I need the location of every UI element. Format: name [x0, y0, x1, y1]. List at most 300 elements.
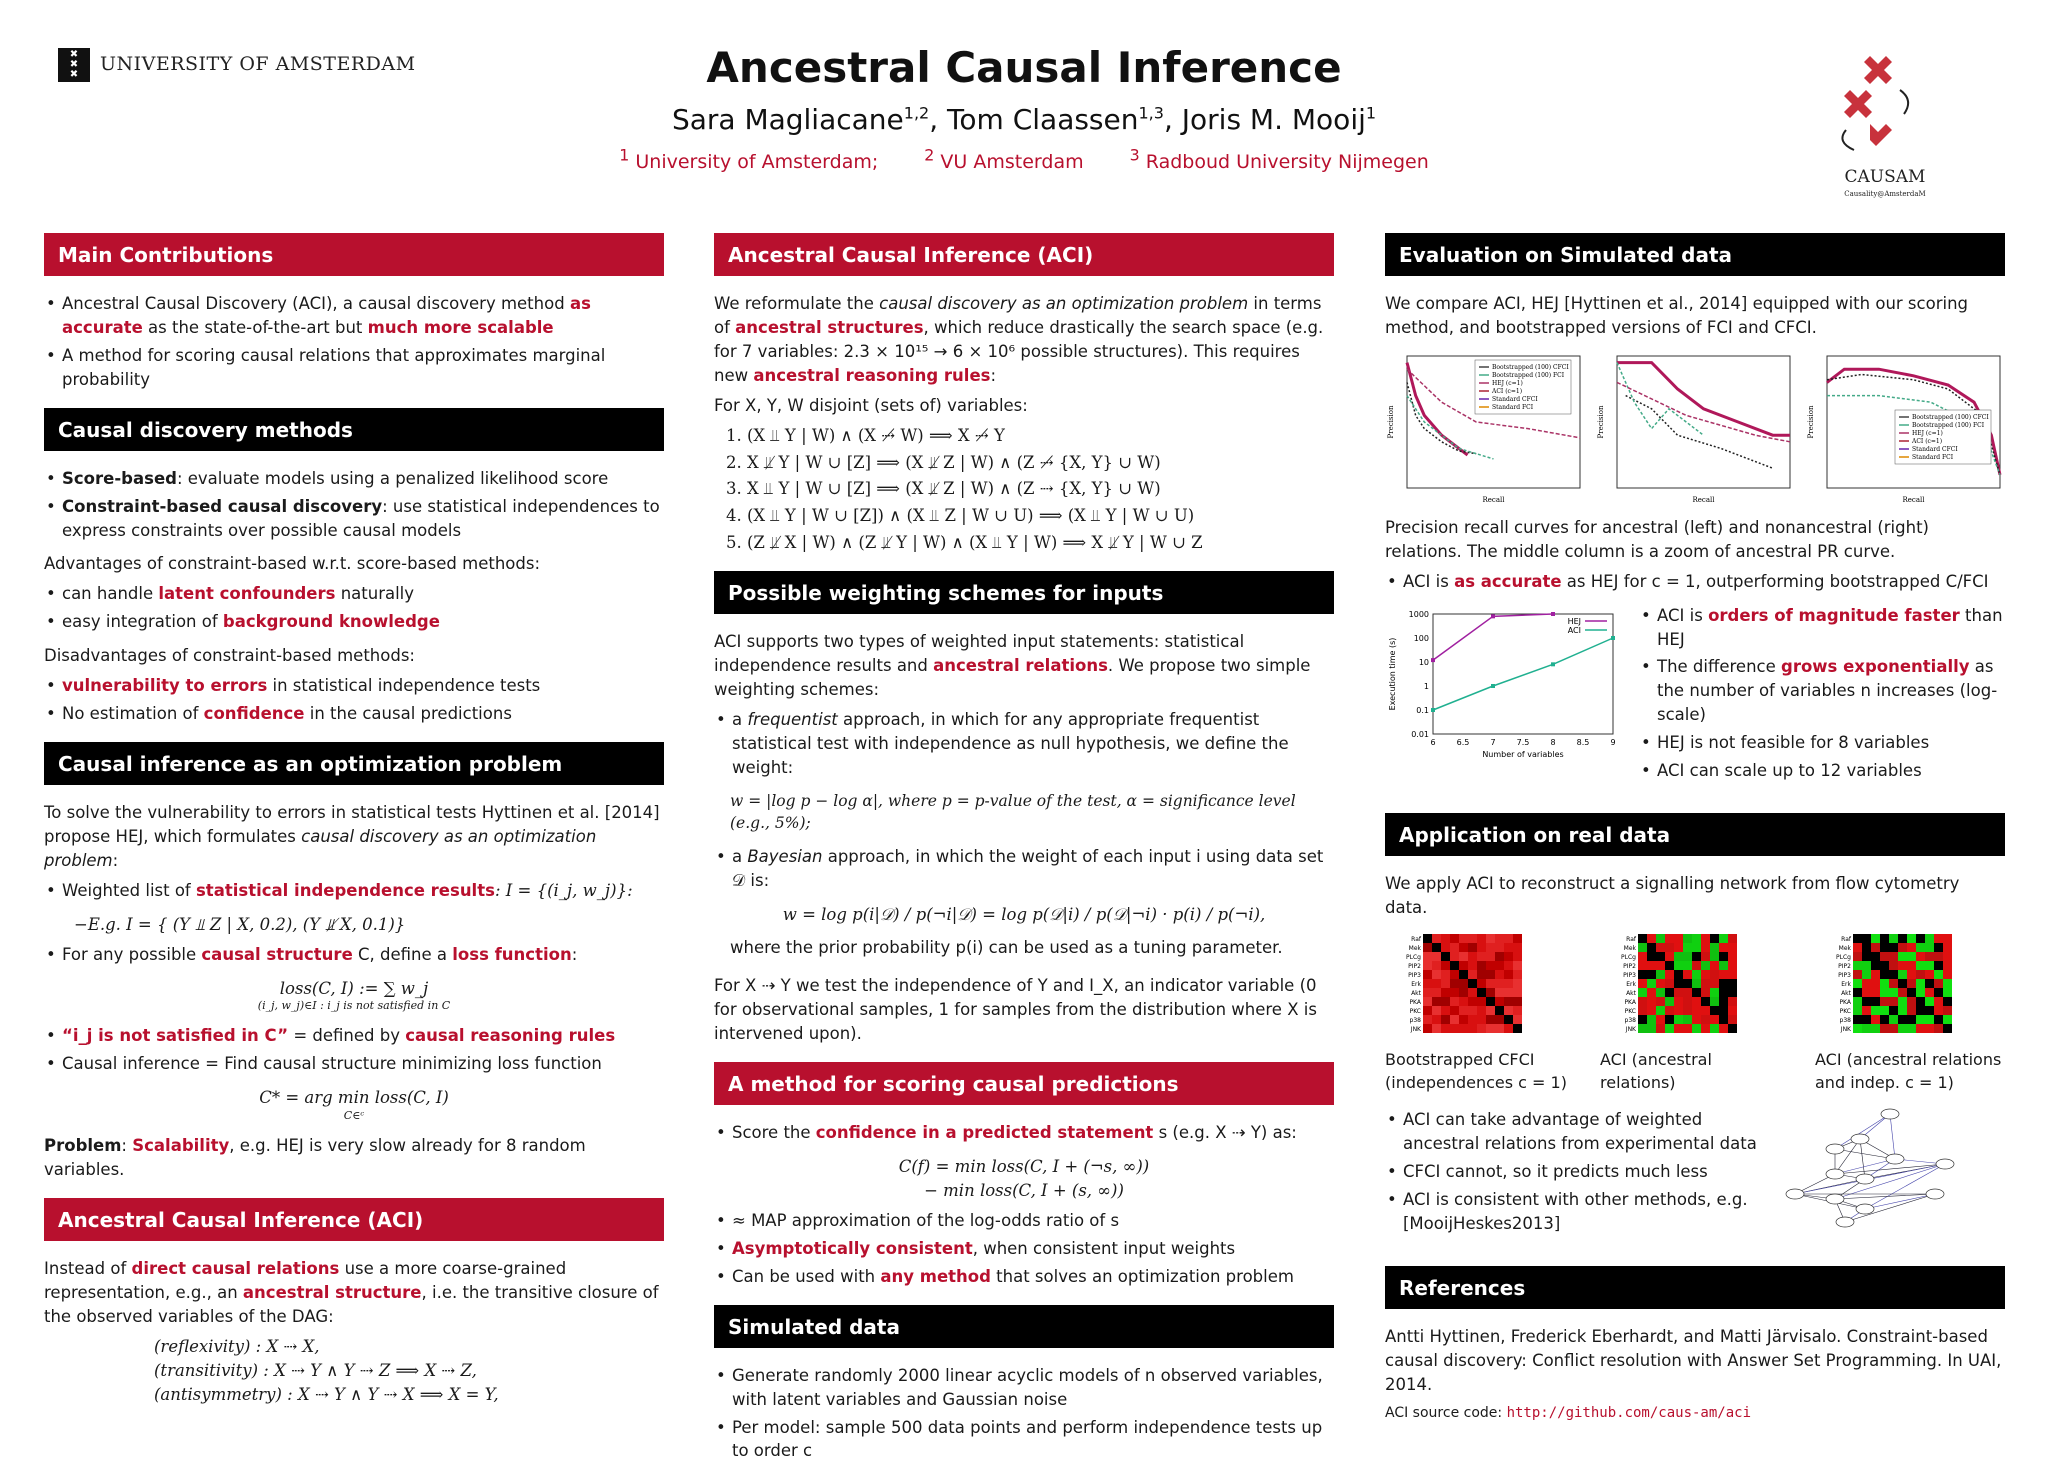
pr-curve-zoom	[1595, 348, 1795, 508]
pr-curve-ancestral	[1385, 348, 1585, 508]
heatmap-cell	[1889, 970, 1898, 979]
heatmap-cell	[1701, 943, 1710, 952]
network-node	[1856, 1174, 1874, 1184]
heatmap-cell	[1925, 1024, 1934, 1033]
heatmap-cell	[1889, 952, 1898, 961]
heatmap-cell	[1486, 979, 1495, 988]
heatmap-cell	[1477, 943, 1486, 952]
heatmap-cell	[1486, 1006, 1495, 1015]
heatmap-cell	[1862, 961, 1871, 970]
heatmap-cell	[1862, 943, 1871, 952]
list-item: • ACI is as accurate as HEJ for c = 1, outperforming bootstrapped C/FCI	[1385, 570, 2005, 594]
legend-label: Bootstrapped (100) FCI	[1912, 421, 1985, 429]
heatmap-cell	[1504, 1015, 1513, 1024]
heatmap-cell	[1907, 970, 1916, 979]
heatmap-cell	[1907, 952, 1916, 961]
affiliation: University of Amsterdam;	[635, 151, 879, 174]
heatmap-cell	[1656, 961, 1665, 970]
heatmap-cell	[1853, 979, 1862, 988]
heatmap-cell	[1853, 1024, 1862, 1033]
heatmap-cell	[1468, 988, 1477, 997]
heatmap-cell	[1889, 934, 1898, 943]
heatmap-cell	[1656, 1024, 1665, 1033]
heatmap-cell	[1925, 943, 1934, 952]
pr-curve-nonancestral	[1805, 348, 2005, 508]
list-item: • Per model: sample 500 data points and perform independence tests up to order c	[714, 1416, 1334, 1464]
heatmap-cell	[1889, 1006, 1898, 1015]
x-tick-label: 7	[1490, 737, 1496, 747]
heatmap-cell	[1468, 952, 1477, 961]
x-tick-label: 7.5	[1516, 737, 1530, 747]
heatmap-cell	[1647, 934, 1656, 943]
heatmap-cell	[1674, 988, 1683, 997]
heatmap-cell	[1701, 934, 1710, 943]
heatmap-cell	[1665, 1006, 1674, 1015]
heatmap-cell	[1719, 970, 1728, 979]
network-node	[1786, 1189, 1804, 1199]
heatmap-cell	[1907, 1024, 1916, 1033]
data-point	[1551, 612, 1555, 616]
heatmap-aci-indep	[1815, 930, 2005, 1042]
heatmap-cell	[1495, 970, 1504, 979]
heatmap-cell	[1432, 1024, 1441, 1033]
heatmap-cell	[1656, 1006, 1665, 1015]
heatmap-cell	[1907, 1015, 1916, 1024]
heatmap-cell	[1898, 997, 1907, 1006]
heatmap-cell	[1504, 970, 1513, 979]
section-causal-discovery	[44, 408, 664, 726]
heatmap-cell	[1701, 997, 1710, 1006]
heatmap-cell	[1423, 988, 1432, 997]
affiliation: VU Amsterdam	[940, 151, 1084, 174]
heatmap-cell	[1656, 970, 1665, 979]
heatmap-cell	[1862, 997, 1871, 1006]
heatmap-row-label: PKC	[1624, 1007, 1636, 1015]
list-item: • Asymptotically consistent, when consistent input weights	[714, 1237, 1334, 1261]
heatmap-cell	[1692, 988, 1701, 997]
heatmap-cell	[1477, 952, 1486, 961]
y-tick-label: 1000	[1408, 609, 1429, 619]
disadvantages-heading: Disadvantages of constraint-based methods:	[44, 646, 415, 666]
heatmap-cell	[1871, 952, 1880, 961]
heatmap-cell	[1504, 1024, 1513, 1033]
author-list: Sara Magliacane$^{1,2}$, Tom Claassen$^{1,3}$, Joris M. Mooij$^1$	[671, 103, 1377, 136]
heatmap-cell	[1674, 934, 1683, 943]
heatmap-cell	[1647, 1006, 1656, 1015]
heatmap-cell	[1934, 952, 1943, 961]
source-code-link[interactable]: http://github.com/caus-am/aci	[1506, 1404, 1751, 1421]
heatmap-cell	[1907, 988, 1916, 997]
heatmap-cell	[1701, 1006, 1710, 1015]
affil-num: 3	[1129, 146, 1140, 165]
source-code: ACI source code: http://github.com/caus-am/aci	[1385, 1404, 1751, 1421]
heatmap-cell	[1468, 934, 1477, 943]
heatmap-cell	[1934, 934, 1943, 943]
reference-entry: Antti Hyttinen, Frederick Eberhardt, and Matti Järvisalo. Constraint-based causal discovery: Conflict resolution with Answer Set Programming. In UAI, 2014.	[1385, 1326, 2002, 1394]
heatmap-cell	[1468, 997, 1477, 1006]
heatmap-cell	[1441, 988, 1450, 997]
x-axis-label: Recall	[1902, 495, 1925, 504]
heatmap-cell	[1943, 934, 1952, 943]
heatmap-caption: ACI (ancestral relations)	[1600, 1049, 1712, 1093]
heatmap-cell	[1719, 952, 1728, 961]
heatmap-cell	[1710, 934, 1719, 943]
heatmap-cell	[1719, 943, 1728, 952]
paragraph: where the prior probability p(i) can be used as a tuning parameter.	[730, 938, 1283, 958]
list-item: • No estimation of confidence in the causal predictions	[44, 702, 664, 726]
heatmap-row-label: PLCg	[1836, 953, 1851, 961]
heatmap-cell	[1943, 979, 1952, 988]
heatmap-cell	[1880, 979, 1889, 988]
heatmap-cell	[1656, 988, 1665, 997]
heatmap-cell	[1943, 943, 1952, 952]
heatmap-cell	[1638, 1015, 1647, 1024]
causam-tagline: Causality@AmsterdaM	[1844, 190, 1926, 198]
heatmap-cell	[1441, 979, 1450, 988]
heatmap-cell	[1880, 943, 1889, 952]
heatmap-cell	[1486, 997, 1495, 1006]
heatmap-cell	[1683, 970, 1692, 979]
legend-label: Bootstrapped (100) FCI	[1492, 371, 1565, 379]
column-right	[1385, 233, 2005, 1439]
heatmap-cell	[1898, 1015, 1907, 1024]
data-point	[1431, 708, 1435, 712]
legend-label: Standard FCI	[1492, 403, 1534, 411]
rule-line: 1. (X ⫫ Y | W) ∧ (X ⇢̸ W) ⟹ X ⇢̸ Y	[726, 425, 1005, 445]
heatmap-cell	[1441, 1015, 1450, 1024]
heatmap-cell	[1701, 988, 1710, 997]
heatmap-cell	[1656, 1015, 1665, 1024]
heatmap-cell	[1683, 988, 1692, 997]
heatmap-cell	[1674, 979, 1683, 988]
heatmap-cell	[1638, 934, 1647, 943]
column-middle	[714, 233, 1334, 1479]
heatmap-cell	[1925, 1006, 1934, 1015]
heatmap-cell	[1871, 961, 1880, 970]
heatmap-cell	[1486, 961, 1495, 970]
heatmap-cell	[1459, 1015, 1468, 1024]
section-header: Main Contributions	[44, 233, 664, 276]
heatmap-cell	[1719, 988, 1728, 997]
heatmap-row-label: p38	[1624, 1016, 1636, 1024]
heatmap-cell	[1638, 1006, 1647, 1015]
heatmap-cell	[1459, 979, 1468, 988]
heatmap-cell	[1486, 970, 1495, 979]
heatmap-cell	[1450, 1006, 1459, 1015]
list-item: • easy integration of background knowledge	[44, 610, 664, 634]
author-affil: 1,3	[1138, 103, 1164, 123]
heatmap-cell	[1638, 997, 1647, 1006]
heatmap-cell	[1889, 1015, 1898, 1024]
heatmap-cell	[1898, 1006, 1907, 1015]
heatmap-cell	[1638, 979, 1647, 988]
heatmap-cell	[1728, 979, 1737, 988]
heatmap-cell	[1665, 1015, 1674, 1024]
property-line: (transitivity) : X ⇢ Y ∧ Y ⇢ Z ⟹ X ⇢ Z,	[154, 1360, 477, 1380]
heatmap-cell	[1495, 1024, 1504, 1033]
advantages-heading: Advantages of constraint-based w.r.t. score-based methods:	[44, 554, 541, 574]
heatmap-cell	[1898, 988, 1907, 997]
heatmap-cell	[1513, 970, 1522, 979]
heatmap-row-label: PIP2	[1623, 962, 1636, 970]
heatmap-cell	[1495, 952, 1504, 961]
heatmap-cell	[1719, 997, 1728, 1006]
heatmap-cell	[1925, 997, 1934, 1006]
heatmap-cell	[1719, 979, 1728, 988]
network-node	[1836, 1217, 1854, 1227]
x-tick-label: 8	[1550, 737, 1556, 747]
heatmap-cell	[1701, 961, 1710, 970]
heatmap-cell	[1880, 1015, 1889, 1024]
heatmap-row-label: JNK	[1840, 1025, 1851, 1033]
heatmap-cell	[1450, 979, 1459, 988]
heatmap-cell	[1468, 970, 1477, 979]
example-equation: −E.g. I = { (Y ⫫ Z | X, 0.2), (Y ⫫̸ X, 0.1)}	[74, 914, 406, 934]
heatmap-row-label: Akt	[1841, 989, 1851, 997]
heatmap-cell	[1450, 988, 1459, 997]
heatmap-cell	[1728, 988, 1737, 997]
heatmap-cell	[1432, 961, 1441, 970]
heatmap-cell	[1423, 934, 1432, 943]
heatmap-cell	[1943, 961, 1952, 970]
heatmap-cell	[1889, 988, 1898, 997]
heatmap-cell	[1925, 1015, 1934, 1024]
list-item: • “i_j is not satisfied in C” = defined by causal reasoning rules	[44, 1024, 664, 1048]
data-point	[1491, 614, 1495, 618]
heatmap-cell	[1486, 943, 1495, 952]
heatmap-cell	[1692, 952, 1701, 961]
legend-label: Bootstrapped (100) CFCI	[1492, 363, 1569, 371]
heatmap-cell	[1683, 997, 1692, 1006]
heatmap-cell	[1934, 988, 1943, 997]
heatmap-cell	[1647, 1015, 1656, 1024]
heatmap-cell	[1432, 979, 1441, 988]
section-scoring	[714, 1062, 1334, 1289]
heatmap-cell	[1728, 1024, 1737, 1033]
heatmap-cell	[1907, 934, 1916, 943]
heatmap-cell	[1710, 1024, 1719, 1033]
heatmap-cell	[1692, 970, 1701, 979]
heatmap-cell	[1495, 1015, 1504, 1024]
heatmap-cell	[1674, 961, 1683, 970]
section-header: References	[1385, 1266, 2005, 1309]
author-name: Joris M. Mooij	[1181, 103, 1366, 136]
heatmap-cell	[1441, 934, 1450, 943]
heatmap-cell	[1916, 952, 1925, 961]
heatmap-cell	[1683, 952, 1692, 961]
frequentist-equation: w = |log p − log α|, where p = p-value of the test, α = significance level (e.g., 5%);	[730, 791, 1296, 833]
heatmap-cell	[1423, 1006, 1432, 1015]
section-application	[1385, 813, 2005, 1250]
legend-label: Standard CFCI	[1912, 445, 1958, 453]
heatmap-row-label: Mek	[1623, 944, 1636, 952]
heatmap-cell	[1513, 988, 1522, 997]
heatmap-cell	[1907, 1006, 1916, 1015]
heatmap-cell	[1665, 943, 1674, 952]
heatmap-cell	[1477, 934, 1486, 943]
heatmap-cell	[1916, 943, 1925, 952]
y-axis-label: Precision	[1597, 405, 1605, 439]
data-point	[1491, 684, 1495, 688]
heatmap-cell	[1853, 988, 1862, 997]
y-axis-label: Execution time (s)	[1388, 637, 1397, 711]
heatmap-cell	[1943, 1006, 1952, 1015]
network-node	[1826, 1144, 1844, 1154]
x-axis-label: Number of variables	[1482, 749, 1564, 759]
heatmap-aci	[1600, 930, 1790, 1042]
author-affil: 1	[1365, 103, 1377, 123]
heatmap-cell	[1683, 1015, 1692, 1024]
heatmap-cell	[1719, 961, 1728, 970]
heatmap-cell	[1423, 997, 1432, 1006]
heatmap-cell	[1692, 943, 1701, 952]
heatmap-cell	[1459, 970, 1468, 979]
heatmap-cell	[1504, 934, 1513, 943]
heatmap-cell	[1450, 961, 1459, 970]
section-header: Causal inference as an optimization problem	[44, 742, 664, 785]
heatmap-cell	[1495, 943, 1504, 952]
heatmap-cell	[1710, 988, 1719, 997]
heatmap-cell	[1853, 943, 1862, 952]
paragraph: We reformulate the causal discovery as an optimization problem in terms of ancestral structures, which reduce drastically the search space (e.g. for 7 variables: 2.3 × 10¹⁵ → 6 × 10⁶ possible structures). This requires new ancestral reasoning rules:	[714, 294, 1324, 385]
heatmap-row-label: PKC	[1839, 1007, 1851, 1015]
heatmap-caption: Bootstrapped CFCI (independences c = 1)	[1385, 1049, 1567, 1093]
heatmap-cell	[1728, 970, 1737, 979]
heatmap-cell	[1710, 952, 1719, 961]
x-tick-label: 9	[1610, 737, 1616, 747]
heatmap-cell	[1898, 979, 1907, 988]
heatmap-cell	[1468, 1024, 1477, 1033]
heatmap-cell	[1674, 1024, 1683, 1033]
data-point	[1551, 662, 1555, 666]
heatmap-cell	[1468, 1006, 1477, 1015]
heatmap-cell	[1656, 943, 1665, 952]
poster-title: Ancestral Causal Inference	[706, 43, 1342, 92]
rule-line: 2. X ⫫̸ Y | W ∪ [Z] ⟹ (X ⫫̸ Z | W) ∧ (Z ⇢̸ {X, Y} ∪ W)	[726, 452, 1161, 472]
heatmap-cell	[1871, 1015, 1880, 1024]
heatmap-cell	[1701, 952, 1710, 961]
heatmap-cell	[1450, 970, 1459, 979]
network-edge	[1860, 1139, 1865, 1179]
heatmap-cell	[1486, 934, 1495, 943]
heatmap-cell	[1432, 1015, 1441, 1024]
plot-frame	[1617, 356, 1790, 488]
heatmap-cell	[1432, 934, 1441, 943]
heatmap-row-label: PIP3	[1838, 971, 1851, 979]
list-item: • Generate randomly 2000 linear acyclic models of n observed variables, with latent variables and Gaussian noise	[714, 1364, 1334, 1412]
y-axis-label: Precision	[1807, 405, 1815, 439]
heatmap-cell	[1701, 979, 1710, 988]
heatmap-cell	[1889, 979, 1898, 988]
heatmap-cell	[1656, 934, 1665, 943]
heatmap-cell	[1504, 988, 1513, 997]
heatmap-row-label: PKC	[1409, 1007, 1421, 1015]
heatmap-row-label: Erk	[1626, 980, 1636, 988]
x-tick-label: 6.5	[1456, 737, 1470, 747]
execution-time-chart	[1385, 604, 1625, 764]
heatmap-cell	[1674, 997, 1683, 1006]
heatmap-row-label: Raf	[1841, 935, 1851, 943]
heatmap-cell	[1504, 979, 1513, 988]
heatmap-cell	[1692, 934, 1701, 943]
heatmap-row-label: PLCg	[1406, 953, 1421, 961]
section-simulated	[714, 1305, 1334, 1464]
list-item: • ≈ MAP approximation of the log-odds ratio of s	[714, 1209, 1334, 1233]
heatmap-cell	[1916, 988, 1925, 997]
heatmap-cell	[1674, 1015, 1683, 1024]
heatmap-cell	[1683, 1006, 1692, 1015]
heatmap-cell	[1665, 1024, 1674, 1033]
heatmap-cell	[1638, 961, 1647, 970]
heatmap-cell	[1934, 943, 1943, 952]
heatmap-cell	[1513, 979, 1522, 988]
equation-line: − min loss(C, I + (s, ∞))	[924, 1180, 1124, 1200]
heatmap-cell	[1898, 952, 1907, 961]
heatmap-cell	[1638, 1024, 1647, 1033]
network-edge	[1835, 1194, 1935, 1199]
heatmap-row-label: PLCg	[1621, 953, 1636, 961]
series-line	[1433, 638, 1613, 710]
x-tick-label: 8.5	[1576, 737, 1590, 747]
heatmap-cell	[1907, 979, 1916, 988]
heatmap-cell	[1853, 1006, 1862, 1015]
heatmap-cell	[1468, 961, 1477, 970]
author-name: Tom Claassen	[947, 103, 1139, 136]
heatmap-cell	[1656, 979, 1665, 988]
heatmap-cell	[1916, 997, 1925, 1006]
section-header: Causal discovery methods	[44, 408, 664, 451]
heatmap-cell	[1862, 1006, 1871, 1015]
heatmap-cell	[1504, 952, 1513, 961]
heatmap-cell	[1432, 1006, 1441, 1015]
heatmap-cell	[1423, 1024, 1432, 1033]
legend-label: Bootstrapped (100) CFCI	[1912, 413, 1989, 421]
heatmap-cell	[1638, 952, 1647, 961]
heatmap-cell	[1934, 1015, 1943, 1024]
heatmap-cell	[1943, 952, 1952, 961]
heatmap-cell	[1862, 1015, 1871, 1024]
section-header: A method for scoring causal predictions	[714, 1062, 1334, 1105]
heatmap-cell	[1853, 961, 1862, 970]
list-item: • Ancestral Causal Discovery (ACI), a causal discovery method as accurate as the state-of-the-art but much more scalable	[44, 292, 664, 340]
heatmap-cell	[1441, 943, 1450, 952]
heatmap-row-label: Mek	[1408, 944, 1421, 952]
heatmap-cell	[1647, 997, 1656, 1006]
causam-name: CAUSAM	[1844, 167, 1926, 187]
heatmap-cell	[1477, 988, 1486, 997]
heatmaps	[1385, 930, 2005, 1042]
heatmap-cell	[1943, 1015, 1952, 1024]
heatmap-cell	[1423, 961, 1432, 970]
heatmap-cell	[1701, 1015, 1710, 1024]
section-evaluation	[1385, 233, 2005, 797]
heatmap-cell	[1674, 952, 1683, 961]
property-line: (antisymmetry) : X ⇢ Y ∧ Y ⇢ X ⟹ X = Y,	[154, 1384, 499, 1404]
author-name: Sara Magliacane	[671, 103, 904, 136]
heatmap-cell	[1934, 1006, 1943, 1015]
plot-frame	[1433, 614, 1613, 734]
list-item: • A method for scoring causal relations that approximates marginal probability	[44, 344, 664, 392]
heatmap-cell	[1710, 970, 1719, 979]
affiliation: Radboud University Nijmegen	[1145, 151, 1429, 174]
heatmap-cell	[1665, 934, 1674, 943]
heatmap-cell	[1871, 1006, 1880, 1015]
heatmap-cell	[1943, 997, 1952, 1006]
heatmap-cell	[1719, 1015, 1728, 1024]
list-item: • ACI can scale up to 12 variables	[1639, 759, 2005, 783]
heatmap-cell	[1683, 979, 1692, 988]
heatmap-cell	[1880, 1024, 1889, 1033]
